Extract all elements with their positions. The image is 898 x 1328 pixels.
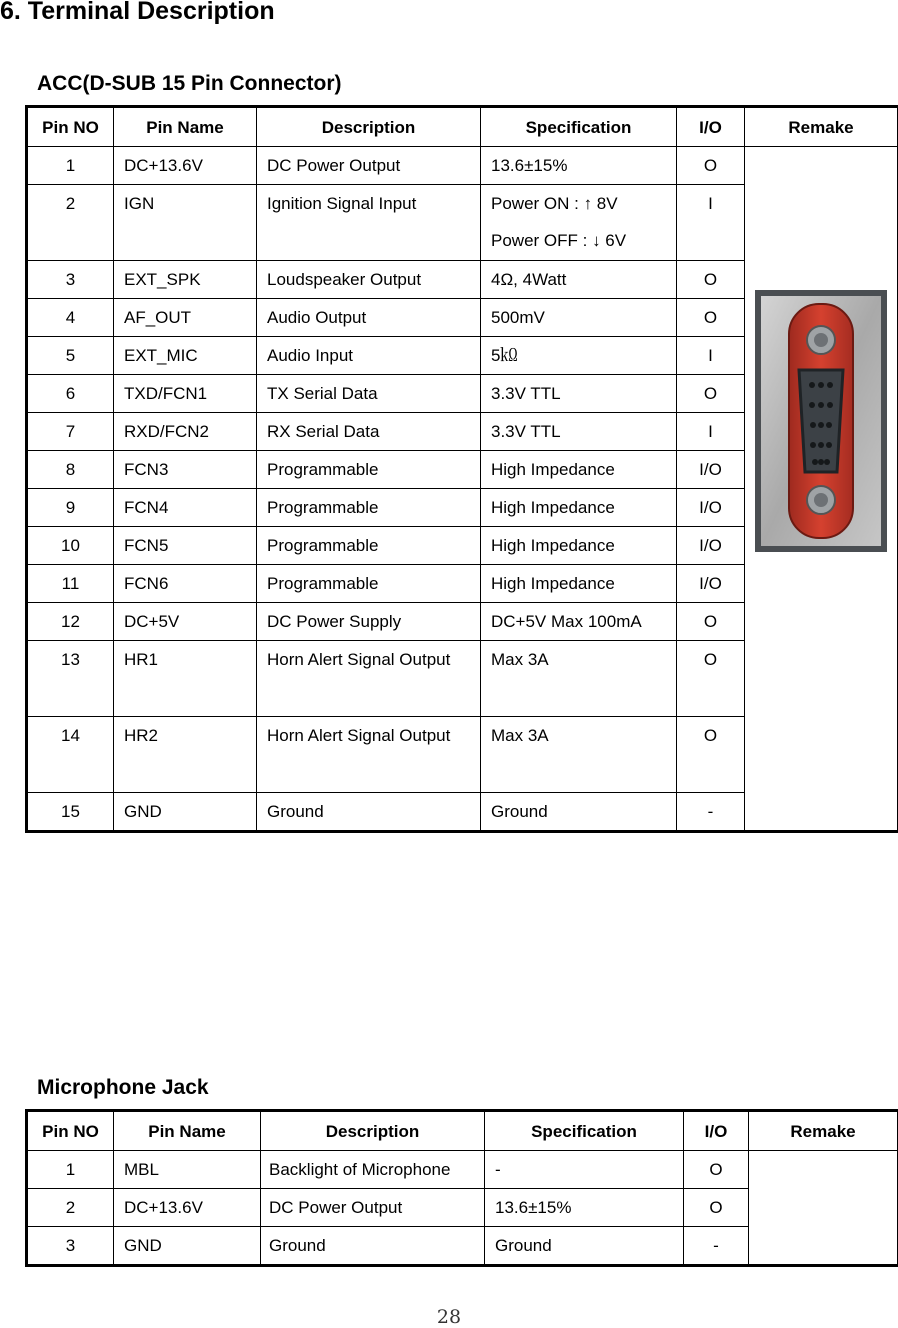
pin-name: DC+5V	[114, 603, 257, 641]
pin-io: O	[677, 717, 745, 793]
mic-pin-table	[25, 1109, 898, 1267]
pin-name: DC+13.6V	[114, 1189, 261, 1227]
pin-number: 2	[27, 1189, 114, 1227]
pin-number: 4	[27, 299, 114, 337]
pin-description: RX Serial Data	[257, 413, 481, 451]
pin-io: I/O	[677, 489, 745, 527]
table-row	[27, 1151, 898, 1189]
pin-number: 12	[27, 603, 114, 641]
pin-description: Ground	[261, 1227, 485, 1266]
pin-name: FCN6	[114, 565, 257, 603]
pin-number: 1	[27, 1151, 114, 1189]
pin-name: MBL	[114, 1151, 261, 1189]
pin-description: Audio Input	[257, 337, 481, 375]
pin-description: Programmable	[257, 527, 481, 565]
pin-name: GND	[114, 1227, 261, 1266]
pin-description: Horn Alert Signal Output	[257, 717, 481, 793]
pin-io: -	[684, 1227, 749, 1266]
pin-io: I/O	[677, 565, 745, 603]
pin-description: Ignition Signal Input	[257, 185, 481, 261]
header-specification: Specification	[481, 107, 677, 147]
pin-description: DC Power Output	[261, 1189, 485, 1227]
pin-name: EXT_SPK	[114, 261, 257, 299]
spec-line: Power OFF : ↓ 6V	[491, 222, 666, 259]
pin-description: Programmable	[257, 489, 481, 527]
pin-specification: 13.6±15%	[481, 147, 677, 185]
pin-io: O	[684, 1151, 749, 1189]
pin-specification: 500mV	[481, 299, 677, 337]
pin-description: Audio Output	[257, 299, 481, 337]
table-row	[27, 147, 898, 185]
pin-number: 11	[27, 565, 114, 603]
pin-description: Programmable	[257, 451, 481, 489]
pin-number: 14	[27, 717, 114, 793]
pin-specification: Ground	[485, 1227, 684, 1266]
pin-specification	[481, 185, 677, 261]
pin-name: HR1	[114, 641, 257, 717]
acc-section-title: ACC(D-SUB 15 Pin Connector)	[37, 72, 342, 96]
remark-cell	[745, 147, 898, 832]
pin-description: Ground	[257, 793, 481, 832]
pin-description: Backlight of Microphone	[261, 1151, 485, 1189]
pin-io: O	[677, 375, 745, 413]
pin-specification: Ground	[481, 793, 677, 832]
pin-io: O	[684, 1189, 749, 1227]
header-pin-name: Pin Name	[114, 1111, 261, 1151]
pin-description: TX Serial Data	[257, 375, 481, 413]
pin-name: HR2	[114, 717, 257, 793]
pin-number: 7	[27, 413, 114, 451]
pin-specification: 3.3V TTL	[481, 413, 677, 451]
pin-io: I	[677, 337, 745, 375]
pin-number: 2	[27, 185, 114, 261]
pin-description: Horn Alert Signal Output	[257, 641, 481, 717]
pin-description: DC Power Supply	[257, 603, 481, 641]
pin-specification: High Impedance	[481, 527, 677, 565]
pin-io: I	[677, 185, 745, 261]
header-pin-no: Pin NO	[27, 1111, 114, 1151]
pin-io: I/O	[677, 451, 745, 489]
pin-number: 9	[27, 489, 114, 527]
pin-name: TXD/FCN1	[114, 375, 257, 413]
header-description: Description	[257, 107, 481, 147]
pin-io: O	[677, 641, 745, 717]
header-description: Description	[261, 1111, 485, 1151]
table-header-row	[27, 1111, 898, 1151]
pin-number: 8	[27, 451, 114, 489]
pin-io: O	[677, 147, 745, 185]
pin-description: Programmable	[257, 565, 481, 603]
pin-specification: Max 3A	[481, 717, 677, 793]
pin-number: 3	[27, 261, 114, 299]
acc-pin-table	[25, 105, 898, 833]
pin-specification: High Impedance	[481, 489, 677, 527]
pin-specification: 3.3V TTL	[481, 375, 677, 413]
pin-number: 10	[27, 527, 114, 565]
pin-io: O	[677, 261, 745, 299]
header-pin-no: Pin NO	[27, 107, 114, 147]
pin-io: I/O	[677, 527, 745, 565]
pin-specification: High Impedance	[481, 451, 677, 489]
header-remake: Remake	[745, 107, 898, 147]
pin-specification: 13.6±15%	[485, 1189, 684, 1227]
pin-specification: High Impedance	[481, 565, 677, 603]
pin-specification: Max 3A	[481, 641, 677, 717]
pin-number: 13	[27, 641, 114, 717]
header-specification: Specification	[485, 1111, 684, 1151]
pin-description: Loudspeaker Output	[257, 261, 481, 299]
pin-name: RXD/FCN2	[114, 413, 257, 451]
header-io: I/O	[677, 107, 745, 147]
pin-name: FCN3	[114, 451, 257, 489]
pin-name: IGN	[114, 185, 257, 261]
pin-specification: -	[485, 1151, 684, 1189]
pin-io: O	[677, 299, 745, 337]
pin-specification: DC+5V Max 100mA	[481, 603, 677, 641]
remark-cell	[749, 1151, 898, 1266]
header-remake: Remake	[749, 1111, 898, 1151]
pin-name: FCN5	[114, 527, 257, 565]
mic-section-title: Microphone Jack	[37, 1076, 209, 1100]
page-heading: 6. Terminal Description	[0, 0, 275, 26]
pin-name: EXT_MIC	[114, 337, 257, 375]
pin-io: I	[677, 413, 745, 451]
spec-line: Power ON : ↑ 8V	[491, 185, 666, 222]
pin-number: 5	[27, 337, 114, 375]
pin-name: GND	[114, 793, 257, 832]
pin-description: DC Power Output	[257, 147, 481, 185]
table-header-row	[27, 107, 898, 147]
pin-io: O	[677, 603, 745, 641]
pin-specification: 4Ω, 4Watt	[481, 261, 677, 299]
pin-io: -	[677, 793, 745, 832]
pin-number: 1	[27, 147, 114, 185]
dsub-connector-image	[755, 290, 887, 552]
pin-name: DC+13.6V	[114, 147, 257, 185]
page-number: 28	[0, 1306, 898, 1328]
pin-specification: 5㏀	[481, 337, 677, 375]
pin-number: 3	[27, 1227, 114, 1266]
header-io: I/O	[684, 1111, 749, 1151]
pin-name: FCN4	[114, 489, 257, 527]
pin-number: 6	[27, 375, 114, 413]
pin-number: 15	[27, 793, 114, 832]
header-pin-name: Pin Name	[114, 107, 257, 147]
pin-name: AF_OUT	[114, 299, 257, 337]
